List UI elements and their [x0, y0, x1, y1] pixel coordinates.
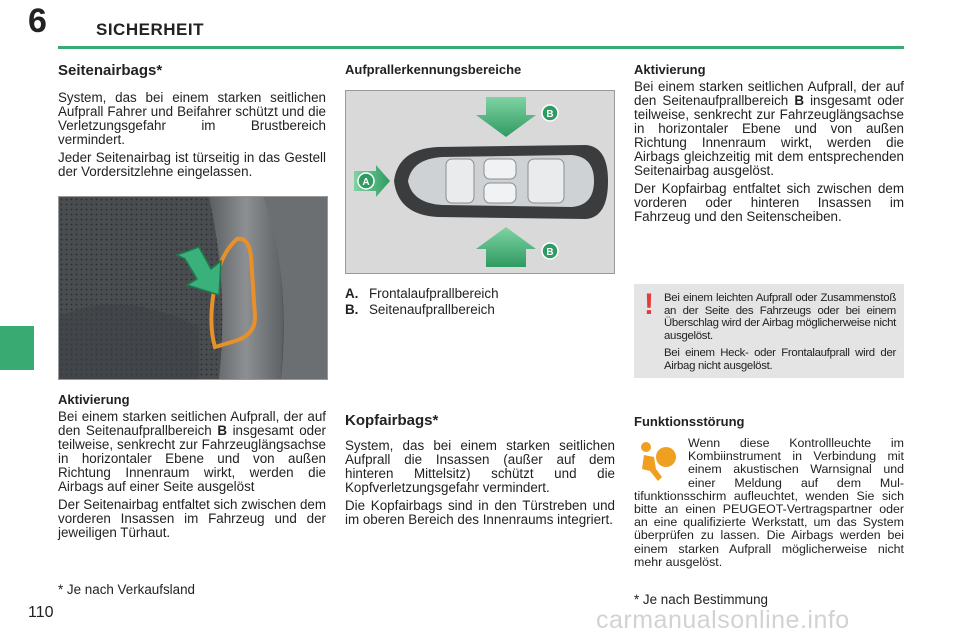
- side-airbags-activation: [58, 392, 326, 544]
- malfunction-title: Funktionsstörung: [634, 414, 745, 429]
- malfunction-text: Wenn diese Kontrollleuchte im Kombiinstrument in Verbindung mit einem akustischen Warnsignal und einer Meldung auf dem Multifunktionsschirm aufleuchtet, wenden Sie sich bitte an einen PEUGEOT-Vertragspartner oder an eine qualifizierte Werkstatt, um das System überprüfen zu lassen. Die Airbags werden bei einem starken Aufprall möglicherweise nicht mehr ausgelöst.: [634, 436, 904, 569]
- head-airbags-intro: System, das bei einem starken seitlichen Aufprall die Insassen (außer auf dem hinteren Mittelsitz) schützt und die Kopfverletzungsgefahr vermindert.: [345, 438, 615, 495]
- warning-text-2: Bei einem Heck- oder Frontalaufprall wird der Airbag nicht ausgelöst.: [664, 347, 896, 372]
- head-airbags-activation: [634, 62, 904, 228]
- head-activation-text: [634, 80, 904, 178]
- head-airbags-section: [345, 412, 615, 531]
- warning-note-box: [634, 284, 904, 378]
- side-airbags-title: Seitenairbags*: [58, 62, 163, 79]
- airbag-warning-light-icon: [634, 439, 682, 489]
- chapter-side-tab: [0, 326, 34, 370]
- legend-item: [345, 286, 615, 302]
- side-activation-text-part2: insgesamt oder teilweise, senkrecht zur Fahrzeuglängsachse in horizontaler Ebene und von außen Richtung Innenraum wirkt, werden die Airbags auf einer Seite ausgelöst: [58, 423, 326, 494]
- warning-exclamation-icon: !: [644, 288, 654, 321]
- impact-zones-heading: Aufprallerkennungsbereiche: [345, 62, 522, 77]
- zone-a-label: A: [362, 177, 370, 188]
- legend-text-b: Seitenaufprallbereich: [369, 302, 495, 317]
- impact-zones-legend: [345, 286, 615, 318]
- side-activation-text-part1: Bei einem starken seitlichen Aufprall, der auf den Seitenaufprallbereich: [58, 409, 326, 438]
- impact-zones-diagram: [345, 90, 615, 274]
- side-airbags-location: Jeder Seitenairbag ist türseitig in das Gestell der Vordersitzlehne eingelassen.: [58, 150, 326, 179]
- warning-text-1: Bei einem leichten Aufprall oder Zusammenstoß an der Seite des Fahrzeugs oder bei einem Überschlag wird der Airbag möglicherweise nicht ausgelöst.: [664, 292, 896, 342]
- seat-airbag-photo: [58, 196, 328, 380]
- side-activation-text: [58, 410, 326, 494]
- legend-key-a: A.: [345, 286, 359, 301]
- impact-zones-title: [345, 62, 615, 77]
- car-top-view-illustration: [346, 91, 614, 273]
- header-divider: [58, 46, 904, 49]
- section-title: SICHERHEIT: [96, 20, 204, 39]
- head-airbags-location: Die Kopfairbags sind in den Türstreben und im oberen Bereich des Innenraums integriert.: [345, 498, 615, 527]
- zone-b-ref-right: B: [794, 93, 804, 108]
- chapter-number: 6: [28, 2, 47, 40]
- side-airbags-intro: System, das bei einem starken seitlichen Aufprall Fahrer und Beifahrer schützt und die Verletzungsgefahr im Brustbereich vermindert.: [58, 90, 326, 147]
- warning-note-text: [664, 292, 896, 377]
- side-deployment-text: Der Seitenairbag entfaltet sich zwischen dem vorderen Insassen im Fahrzeug und der jeweiligen Türhaut.: [58, 497, 326, 540]
- legend-key-b: B.: [345, 302, 359, 317]
- zone-b-top-label: B: [546, 109, 554, 120]
- side-activation-title: Aktivierung: [58, 392, 130, 407]
- legend-text-a: Frontalaufprallbereich: [369, 286, 499, 301]
- malfunction-section: [634, 414, 904, 573]
- head-activation-title: Aktivierung: [634, 62, 706, 77]
- head-activation-text-part2: insgesamt oder teilweise, senkrecht zur Fahrzeuglängsachse in horizontaler Ebene und von außen Richtung Innenraum wirkt, werden die Airbags gleichzeitig mit dem entsprechenden Seitenairbag ausgelöst.: [634, 93, 904, 178]
- page-number: 110: [28, 604, 54, 621]
- site-watermark: carmanualsonline.info: [596, 606, 850, 634]
- head-airbags-title: Kopfairbags*: [345, 412, 439, 429]
- zone-b-bottom-label: B: [546, 247, 554, 258]
- legend-item: [345, 302, 615, 318]
- head-activation-text-part1: Bei einem starken seitlichen Aufprall, der auf den Seitenaufprallbereich: [634, 79, 904, 108]
- zone-b-ref: B: [217, 423, 227, 438]
- seat-airbag-illustration: [59, 197, 327, 379]
- side-airbags-section: [58, 62, 326, 183]
- footnote-left: * Je nach Verkaufsland: [58, 582, 195, 597]
- head-deployment-text: Der Kopfairbag entfaltet sich zwischen dem vorderen oder hinteren Insassen im Fahrzeug und den Seitenscheiben.: [634, 181, 904, 224]
- footnote-right: * Je nach Bestimmung: [634, 592, 768, 607]
